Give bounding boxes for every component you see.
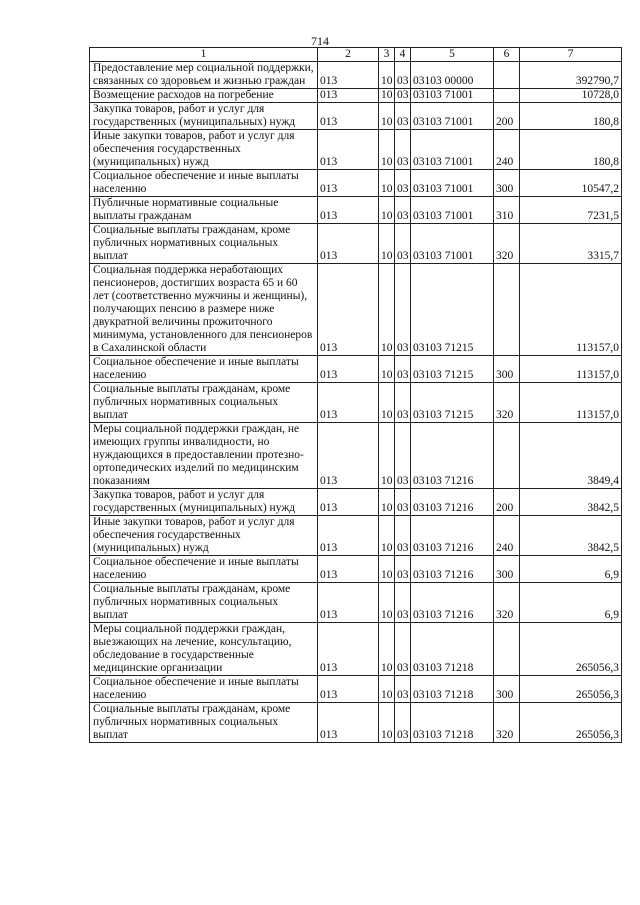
table-row (90, 489, 622, 516)
amount-cell: 113157,0 (520, 383, 622, 423)
admin-code-cell: 013 (318, 264, 379, 356)
subsection-cell: 03 (395, 170, 411, 197)
budget-table (89, 47, 622, 743)
expense-type-cell: 300 (494, 356, 520, 383)
section-cell: 10 (379, 264, 395, 356)
expense-type-cell (494, 89, 520, 103)
header-cell: 1 (90, 48, 318, 62)
subsection-cell: 03 (395, 62, 411, 89)
amount-cell: 180,8 (520, 130, 622, 170)
header-cell: 7 (520, 48, 622, 62)
row-description: Социальное обеспечение и иные выплаты населению (90, 676, 318, 703)
table-row (90, 264, 622, 356)
section-cell: 10 (379, 676, 395, 703)
expense-type-cell: 320 (494, 583, 520, 623)
amount-cell: 392790,7 (520, 62, 622, 89)
section-cell: 10 (379, 62, 395, 89)
target-article-cell: 03103 71218 (411, 676, 494, 703)
subsection-cell: 03 (395, 583, 411, 623)
admin-code-cell: 013 (318, 170, 379, 197)
expense-type-cell: 200 (494, 103, 520, 130)
amount-cell: 265056,3 (520, 676, 622, 703)
expense-type-cell: 320 (494, 703, 520, 743)
amount-cell: 113157,0 (520, 264, 622, 356)
admin-code-cell: 013 (318, 583, 379, 623)
expense-type-cell: 320 (494, 224, 520, 264)
admin-code-cell: 013 (318, 516, 379, 556)
target-article-cell: 03103 71216 (411, 489, 494, 516)
subsection-cell: 03 (395, 224, 411, 264)
section-cell: 10 (379, 623, 395, 676)
expense-type-cell: 240 (494, 130, 520, 170)
admin-code-cell: 013 (318, 89, 379, 103)
row-description: Социальное обеспечение и иные выплаты населению (90, 170, 318, 197)
target-article-cell: 03103 71216 (411, 423, 494, 489)
table-row (90, 89, 622, 103)
table-row (90, 62, 622, 89)
table-row (90, 556, 622, 583)
row-description: Социальные выплаты гражданам, кроме публичных нормативных социальных выплат (90, 383, 318, 423)
header-cell: 2 (318, 48, 379, 62)
expense-type-cell: 240 (494, 516, 520, 556)
target-article-cell: 03103 71218 (411, 623, 494, 676)
amount-cell: 3315,7 (520, 224, 622, 264)
amount-cell: 7231,5 (520, 197, 622, 224)
expense-type-cell: 310 (494, 197, 520, 224)
table-row (90, 103, 622, 130)
target-article-cell: 03103 00000 (411, 62, 494, 89)
table-row (90, 383, 622, 423)
section-cell: 10 (379, 197, 395, 224)
subsection-cell: 03 (395, 383, 411, 423)
expense-type-cell (494, 423, 520, 489)
subsection-cell: 03 (395, 703, 411, 743)
header-cell: 3 (379, 48, 395, 62)
admin-code-cell: 013 (318, 703, 379, 743)
expense-type-cell (494, 264, 520, 356)
table-row (90, 516, 622, 556)
header-cell: 6 (494, 48, 520, 62)
target-article-cell: 03103 71001 (411, 89, 494, 103)
admin-code-cell: 013 (318, 423, 379, 489)
table-row (90, 130, 622, 170)
section-cell: 10 (379, 170, 395, 197)
row-description: Иные закупки товаров, работ и услуг для обеспечения государственных (муниципальных) нужд (90, 130, 318, 170)
section-cell: 10 (379, 516, 395, 556)
admin-code-cell: 013 (318, 103, 379, 130)
admin-code-cell: 013 (318, 489, 379, 516)
row-description: Меры социальной поддержки граждан, выезжающих на лечение, консультацию, обследование в государственные медицинские организации (90, 623, 318, 676)
section-cell: 10 (379, 89, 395, 103)
row-description: Социальная поддержка неработающих пенсионеров, достигших возраста 65 и 60 лет (соответственно мужчины и женщины), получающих пенсию в размере ниже двукратной величины прожиточного минимума, установленного для пенсионеров в Сахалинской области (90, 264, 318, 356)
admin-code-cell: 013 (318, 224, 379, 264)
target-article-cell: 03103 71215 (411, 356, 494, 383)
table-row (90, 197, 622, 224)
amount-cell: 265056,3 (520, 703, 622, 743)
target-article-cell: 03103 71001 (411, 170, 494, 197)
amount-cell: 180,8 (520, 103, 622, 130)
amount-cell: 6,9 (520, 583, 622, 623)
table-row (90, 623, 622, 676)
target-article-cell: 03103 71001 (411, 103, 494, 130)
admin-code-cell: 013 (318, 676, 379, 703)
admin-code-cell: 013 (318, 197, 379, 224)
row-description: Иные закупки товаров, работ и услуг для обеспечения государственных (муниципальных) нужд (90, 516, 318, 556)
row-description: Социальные выплаты гражданам, кроме публичных нормативных социальных выплат (90, 703, 318, 743)
target-article-cell: 03103 71216 (411, 556, 494, 583)
subsection-cell: 03 (395, 89, 411, 103)
admin-code-cell: 013 (318, 623, 379, 676)
row-description: Социальные выплаты гражданам, кроме публичных нормативных социальных выплат (90, 224, 318, 264)
target-article-cell: 03103 71215 (411, 383, 494, 423)
header-cell: 5 (411, 48, 494, 62)
amount-cell: 10547,2 (520, 170, 622, 197)
amount-cell: 6,9 (520, 556, 622, 583)
expense-type-cell: 300 (494, 170, 520, 197)
row-description: Предоставление мер социальной поддержки, связанных со здоровьем и жизнью граждан (90, 62, 318, 89)
row-description: Закупка товаров, работ и услуг для государственных (муниципальных) нужд (90, 489, 318, 516)
table-row (90, 224, 622, 264)
section-cell: 10 (379, 224, 395, 264)
target-article-cell: 03103 71001 (411, 197, 494, 224)
header-cell: 4 (395, 48, 411, 62)
target-article-cell: 03103 71218 (411, 703, 494, 743)
row-description: Меры социальной поддержки граждан, не имеющих группы инвалидности, но нуждающихся в предоставлении протезно-ортопедических изделий по медицинским показаниям (90, 423, 318, 489)
row-description: Социальное обеспечение и иные выплаты населению (90, 556, 318, 583)
admin-code-cell: 013 (318, 356, 379, 383)
amount-cell: 3842,5 (520, 516, 622, 556)
amount-cell: 265056,3 (520, 623, 622, 676)
target-article-cell: 03103 71001 (411, 224, 494, 264)
section-cell: 10 (379, 103, 395, 130)
subsection-cell: 03 (395, 556, 411, 583)
target-article-cell: 03103 71215 (411, 264, 494, 356)
amount-cell: 3842,5 (520, 489, 622, 516)
subsection-cell: 03 (395, 423, 411, 489)
row-description: Закупка товаров, работ и услуг для государственных (муниципальных) нужд (90, 103, 318, 130)
subsection-cell: 03 (395, 623, 411, 676)
expense-type-cell: 320 (494, 383, 520, 423)
table-row (90, 170, 622, 197)
section-cell: 10 (379, 423, 395, 489)
row-description: Социальное обеспечение и иные выплаты населению (90, 356, 318, 383)
page-number: 714 (311, 34, 329, 48)
section-cell: 10 (379, 583, 395, 623)
subsection-cell: 03 (395, 264, 411, 356)
target-article-cell: 03103 71216 (411, 583, 494, 623)
subsection-cell: 03 (395, 197, 411, 224)
amount-cell: 3849,4 (520, 423, 622, 489)
admin-code-cell: 013 (318, 383, 379, 423)
subsection-cell: 03 (395, 489, 411, 516)
expense-type-cell: 200 (494, 489, 520, 516)
subsection-cell: 03 (395, 103, 411, 130)
section-cell: 10 (379, 556, 395, 583)
subsection-cell: 03 (395, 356, 411, 383)
section-cell: 10 (379, 130, 395, 170)
table-row (90, 583, 622, 623)
header-row (90, 48, 622, 62)
amount-cell: 113157,0 (520, 356, 622, 383)
table-row (90, 676, 622, 703)
expense-type-cell: 300 (494, 556, 520, 583)
target-article-cell: 03103 71216 (411, 516, 494, 556)
table-row (90, 703, 622, 743)
table-row (90, 423, 622, 489)
expense-type-cell (494, 623, 520, 676)
expense-type-cell (494, 62, 520, 89)
target-article-cell: 03103 71001 (411, 130, 494, 170)
subsection-cell: 03 (395, 516, 411, 556)
subsection-cell: 03 (395, 676, 411, 703)
row-description: Возмещение расходов на погребение (90, 89, 318, 103)
row-description: Публичные нормативные социальные выплаты гражданам (90, 197, 318, 224)
section-cell: 10 (379, 383, 395, 423)
admin-code-cell: 013 (318, 62, 379, 89)
section-cell: 10 (379, 489, 395, 516)
admin-code-cell: 013 (318, 130, 379, 170)
section-cell: 10 (379, 356, 395, 383)
row-description: Социальные выплаты гражданам, кроме публичных нормативных социальных выплат (90, 583, 318, 623)
admin-code-cell: 013 (318, 556, 379, 583)
section-cell: 10 (379, 703, 395, 743)
table-row (90, 356, 622, 383)
amount-cell: 10728,0 (520, 89, 622, 103)
expense-type-cell: 300 (494, 676, 520, 703)
subsection-cell: 03 (395, 130, 411, 170)
